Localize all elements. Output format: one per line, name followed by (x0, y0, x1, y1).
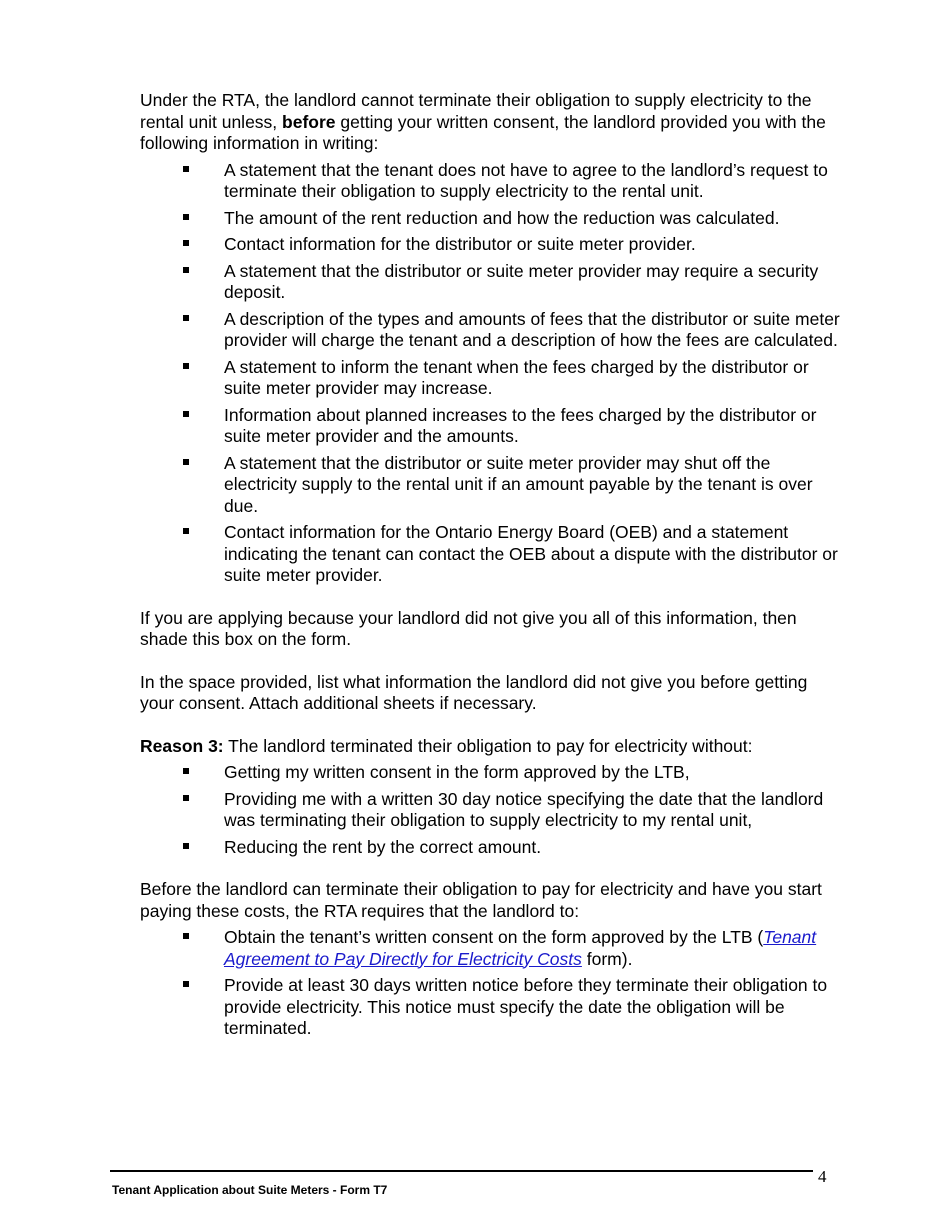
bullet-icon (183, 166, 189, 172)
bullet-icon (183, 768, 189, 774)
list-item: Information about planned increases to the fees charged by the distributor or suite meter provider and the amounts. (140, 405, 840, 448)
bullet-icon (183, 528, 189, 534)
reason-3-list (140, 762, 840, 858)
reason-3-label: Reason 3: (140, 735, 224, 756)
bullet-icon (183, 843, 189, 849)
reason-3-text: The landlord terminated their obligation to pay for electricity without: (223, 735, 753, 756)
bullet-icon (183, 795, 189, 801)
list-item: The amount of the rent reduction and how the reduction was calculated. (140, 208, 840, 230)
footer-divider (110, 1170, 813, 1172)
list-item: A description of the types and amounts of fees that the distributor or suite meter provider will charge the tenant and a description of how the fees are calculated. (140, 309, 840, 352)
bullet-icon (183, 315, 189, 321)
bullet-icon (183, 411, 189, 417)
list-item: A statement that the distributor or suite meter provider may require a security deposit. (140, 261, 840, 304)
intro-text-1: Under the RTA, the landlord cannot terminate their obligation to supply electricity to the rental unit unless, (140, 90, 812, 132)
info-list (140, 160, 840, 587)
intro-bold: before (282, 111, 336, 132)
before-paragraph: Before the landlord can terminate their obligation to pay for electricity and have you start paying these costs, the RTA requires that the landlord to: (140, 879, 822, 921)
tenant-agreement-form-link[interactable]: Tenant Agreement to Pay Directly for Electricity Costs (224, 927, 817, 969)
list-item: Reducing the rent by the correct amount. (140, 837, 840, 859)
list-instructions-paragraph: In the space provided, list what information the landlord did not give you before getting your consent. Attach additional sheets if necessary. (140, 671, 808, 713)
bullet-icon (183, 981, 189, 987)
shade-paragraph: If you are applying because your landlord did not give you all of this information, then shade this box on the form. (140, 607, 797, 649)
list-item: Contact information for the Ontario Energy Board (OEB) and a statement indicating the tenant can contact the OEB about a dispute with the distributor or suite meter provider. (140, 522, 840, 587)
bullet-icon (183, 459, 189, 465)
list-item: Contact information for the distributor or suite meter provider. (140, 234, 840, 256)
bullet-icon (183, 267, 189, 273)
bullet-icon (183, 363, 189, 369)
bullet-icon (183, 214, 189, 220)
footer-title: Tenant Application about Suite Meters - Form T7 (112, 1183, 388, 1197)
bullet-icon (183, 933, 189, 939)
bullet-icon (183, 240, 189, 246)
page-content (140, 90, 840, 1040)
requirements-list (140, 927, 840, 1040)
reason-3-paragraph (140, 736, 840, 758)
intro-paragraph (140, 90, 840, 155)
intro-text-2: getting your written consent, the landlord provided you with the following information in writing: (140, 111, 826, 153)
list-item: Getting my written consent in the form approved by the LTB, (140, 762, 840, 784)
list-item: A statement that the tenant does not have to agree to the landlord’s request to terminate their obligation to supply electricity to the rental unit. (140, 160, 840, 203)
list-item: A statement to inform the tenant when the fees charged by the distributor or suite meter provider may increase. (140, 357, 840, 400)
list-item: A statement that the distributor or suite meter provider may shut off the electricity supply to the rental unit if an amount payable by the tenant is over due. (140, 453, 840, 518)
page-number: 4 (818, 1167, 827, 1186)
list-item: Providing me with a written 30 day notice specifying the date that the landlord was terminating their obligation to supply electricity to my rental unit, (140, 789, 840, 832)
list-item: Provide at least 30 days written notice before they terminate their obligation to provide electricity. This notice must specify the date the obligation will be terminated. (140, 975, 840, 1040)
list-item: Obtain the tenant’s written consent on the form approved by the LTB (Tenant Agreement to Pay Directly for Electricity Costs form). (140, 927, 840, 970)
